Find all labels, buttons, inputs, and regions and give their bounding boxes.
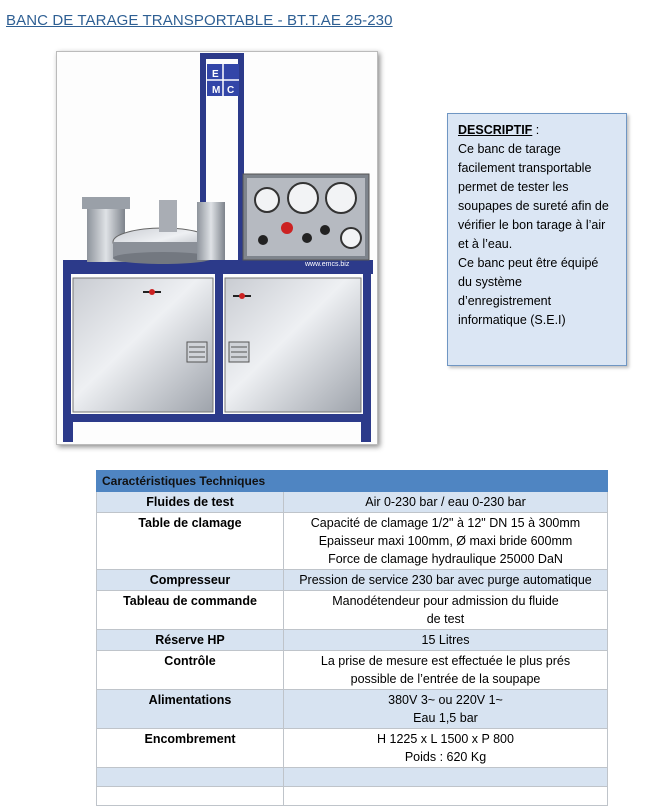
spec-value-line: La prise de mesure est effectuée le plus prés <box>320 654 571 668</box>
spec-value-line: 380V 3~ ou 220V 1~ <box>388 693 503 707</box>
table-row <box>97 651 608 690</box>
spec-label: Contrôle <box>97 651 284 690</box>
specs-header: Caractéristiques Techniques <box>97 471 608 492</box>
spec-label: Compresseur <box>97 570 284 591</box>
empty-cell <box>284 787 608 806</box>
spec-value-line: Force de clamage hydraulique 25000 DaN <box>328 552 563 566</box>
logo-letter-c: C <box>227 85 235 96</box>
spec-label: Table de clamage <box>97 513 284 570</box>
table-row <box>97 630 608 651</box>
empty-table-row <box>97 768 608 787</box>
spec-value <box>284 570 608 591</box>
description-text <box>458 140 618 330</box>
logo-letter-m: M <box>212 85 221 96</box>
empty-cell <box>97 768 284 787</box>
spec-value-line: Pression de service 230 bar avec purge automatique <box>299 573 592 587</box>
description-line: facilement transportable <box>458 161 592 175</box>
spec-value <box>284 513 608 570</box>
spec-value-line: possible de l’entrée de la soupape <box>350 672 541 686</box>
description-line: Ce banc peut être équipé <box>458 256 599 270</box>
table-row <box>97 492 608 513</box>
spec-value <box>284 729 608 768</box>
table-row <box>97 690 608 729</box>
description-title: DESCRIPTIF <box>458 123 533 137</box>
spec-value-line: H 1225 x L 1500 x P 800 <box>377 732 514 746</box>
product-photo <box>56 51 378 445</box>
page-title: BANC DE TARAGE TRANSPORTABLE - BT.T.AE 25-230 <box>6 12 393 29</box>
table-row <box>97 591 608 630</box>
photo-website: www.emcs.biz <box>305 261 350 268</box>
table-row <box>97 513 608 570</box>
spec-label: Encombrement <box>97 729 284 768</box>
spec-value <box>284 651 608 690</box>
spec-value-line: Air 0-230 bar / eau 0-230 bar <box>365 495 526 509</box>
description-heading <box>458 121 618 140</box>
description-line: Ce banc de tarage <box>458 142 561 156</box>
test-bench-illustration <box>57 52 377 444</box>
description-line: permet de tester les <box>458 180 569 194</box>
description-box <box>447 113 627 366</box>
empty-cell <box>284 768 608 787</box>
description-line: informatique (S.E.I) <box>458 313 566 327</box>
spec-value-line: Capacité de clamage 1/2" à 12" DN 15 à 300mm <box>310 516 581 530</box>
description-title-suffix: : <box>532 123 540 137</box>
description-line: vérifier le bon tarage à l’air <box>458 218 606 232</box>
spec-value <box>284 690 608 729</box>
empty-table-row <box>97 787 608 806</box>
spec-value-line: Poids : 620 Kg <box>404 750 487 764</box>
description-line: et à l’eau. <box>458 237 513 251</box>
spec-label: Fluides de test <box>97 492 284 513</box>
table-row <box>97 570 608 591</box>
technical-specs-table <box>96 470 608 806</box>
logo-letter-e: E <box>212 69 219 80</box>
spec-label: Alimentations <box>97 690 284 729</box>
empty-cell <box>97 787 284 806</box>
description-line: d’enregistrement <box>458 294 552 308</box>
table-row <box>97 729 608 768</box>
spec-value <box>284 492 608 513</box>
spec-value <box>284 630 608 651</box>
spec-value-line: de test <box>426 612 465 626</box>
description-line: soupapes de sureté afin de <box>458 199 609 213</box>
description-line: du système <box>458 275 522 289</box>
emc-logo-icon <box>207 64 239 96</box>
spec-label: Tableau de commande <box>97 591 284 630</box>
spec-label: Réserve HP <box>97 630 284 651</box>
spec-value-line: Manodétendeur pour admission du fluide <box>332 594 559 608</box>
spec-value-line: Epaisseur maxi 100mm, Ø maxi bride 600mm <box>318 534 573 548</box>
spec-value-line: Eau 1,5 bar <box>413 711 478 725</box>
specs-header-row <box>97 471 608 492</box>
spec-value <box>284 591 608 630</box>
spec-value-line: 15 Litres <box>421 633 470 647</box>
